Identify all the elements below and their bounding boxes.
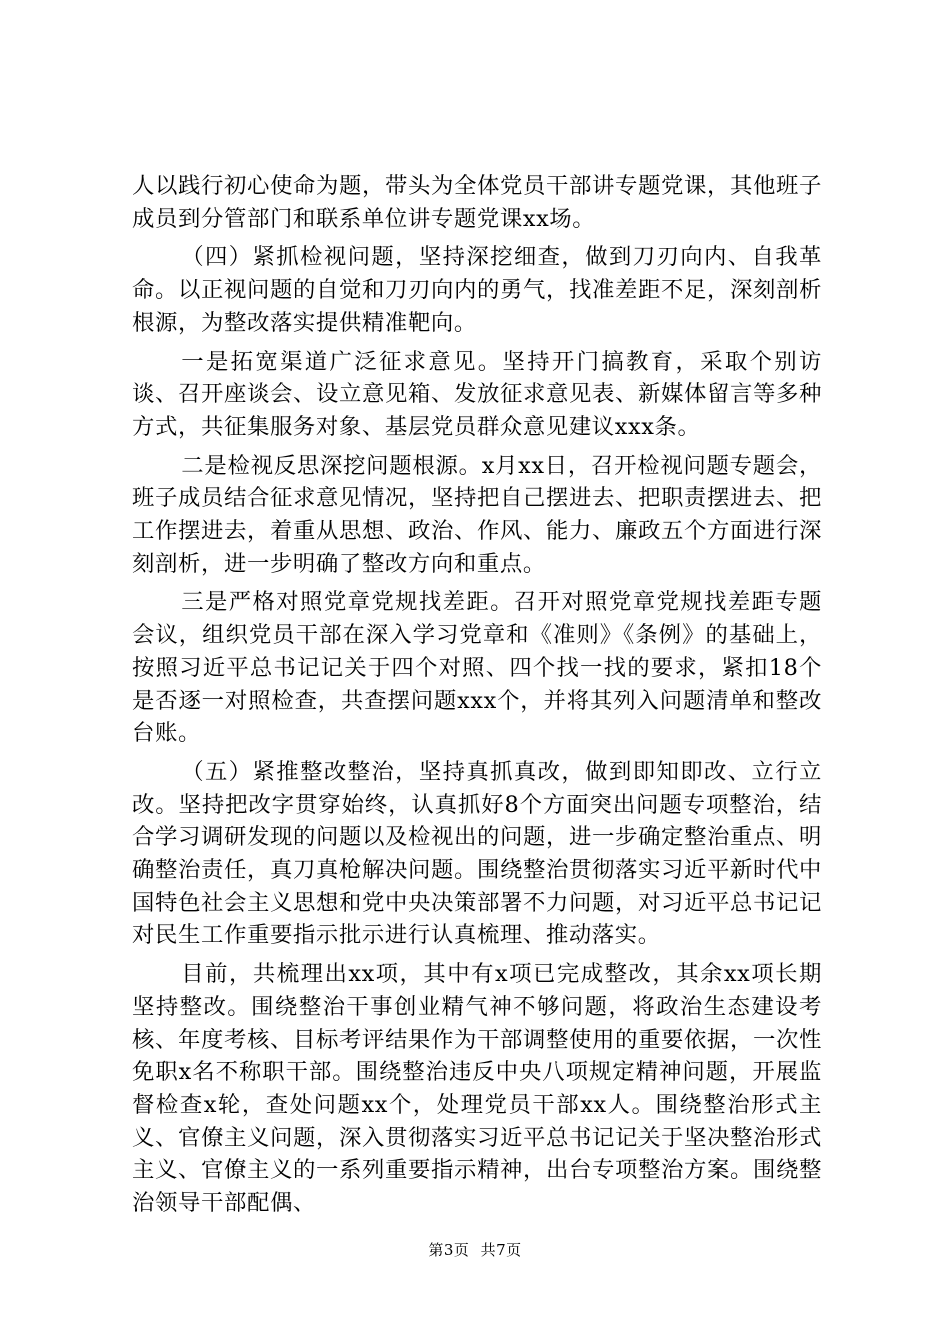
paragraph-point-one: 一是拓宽渠道广泛征求意见。坚持开门搞教育，采取个别访谈、召开座谈会、设立意见箱、发放征求意见表、新媒体留言等多种方式，共征集服务对象、基层党员群众意见建议xxx条。 bbox=[132, 348, 822, 440]
paragraph-section-four: （四）紧抓检视问题，坚持深挖细查，做到刀刃向内、自我革命。以正视问题的自觉和刀刃向内的勇气，找准差距不足，深刻剖析根源，为整改落实提供精准靶向。 bbox=[132, 244, 822, 336]
page-footer bbox=[0, 1240, 950, 1260]
page-number: 第3页 bbox=[428, 1241, 470, 1259]
paragraph-section-five: （五）紧推整改整治，坚持真抓真改，做到即知即改、立行立改。坚持把改字贯穿始终，认真抓好8个方面突出问题专项整治，结合学习调研发现的问题以及检视出的问题，进一步确定整治重点、明确整治责任，真刀真枪解决问题。围绕整治贯彻落实习近平新时代中国特色社会主义思想和党中央决策部署不力问题，对习近平总书记记对民生工作重要指示批示进行认真梳理、推动落实。 bbox=[132, 758, 822, 949]
page-total: 共7页 bbox=[480, 1241, 522, 1259]
paragraph-point-three: 三是严格对照党章党规找差距。召开对照党章党规找差距专题会议，组织党员干部在深入学习党章和《准则》《条例》的基础上，按照习近平总书记记关于四个对照、四个找一找的要求，紧扣18个是否逐一对照检查，共查摆问题xxx个，并将其列入问题清单和整改台账。 bbox=[132, 589, 822, 747]
paragraph-point-two: 二是检视反思深挖问题根源。x月xx日，召开检视问题专题会，班子成员结合征求意见情况，坚持把自己摆进去、把职责摆进去、把工作摆进去，着重从思想、政治、作风、能力、廉政五个方面进行深刻剖析，进一步明确了整改方向和重点。 bbox=[132, 452, 822, 577]
document-body bbox=[132, 170, 822, 1226]
paragraph-current-status: 目前，共梳理出xx项，其中有x项已完成整改，其余xx项长期坚持整改。围绕整治干事创业精气神不够问题，将政治生态建设考核、年度考核、目标考评结果作为干部调整使用的重要依据，一次性免职x名不称职干部。围绕整治违反中央八项规定精神问题，开展监督检查x轮，查处问题xx个，处理党员干部xx人。围绕整治形式主义、官僚主义问题，深入贯彻落实习近平总书记记关于坚决整治形式主义、官僚主义的一系列重要指示精神，出台专项整治方案。围绕整治领导干部配偶、 bbox=[132, 961, 822, 1217]
paragraph-continuation: 人以践行初心使命为题，带头为全体党员干部讲专题党课，其他班子成员到分管部门和联系单位讲专题党课xx场。 bbox=[132, 173, 822, 232]
